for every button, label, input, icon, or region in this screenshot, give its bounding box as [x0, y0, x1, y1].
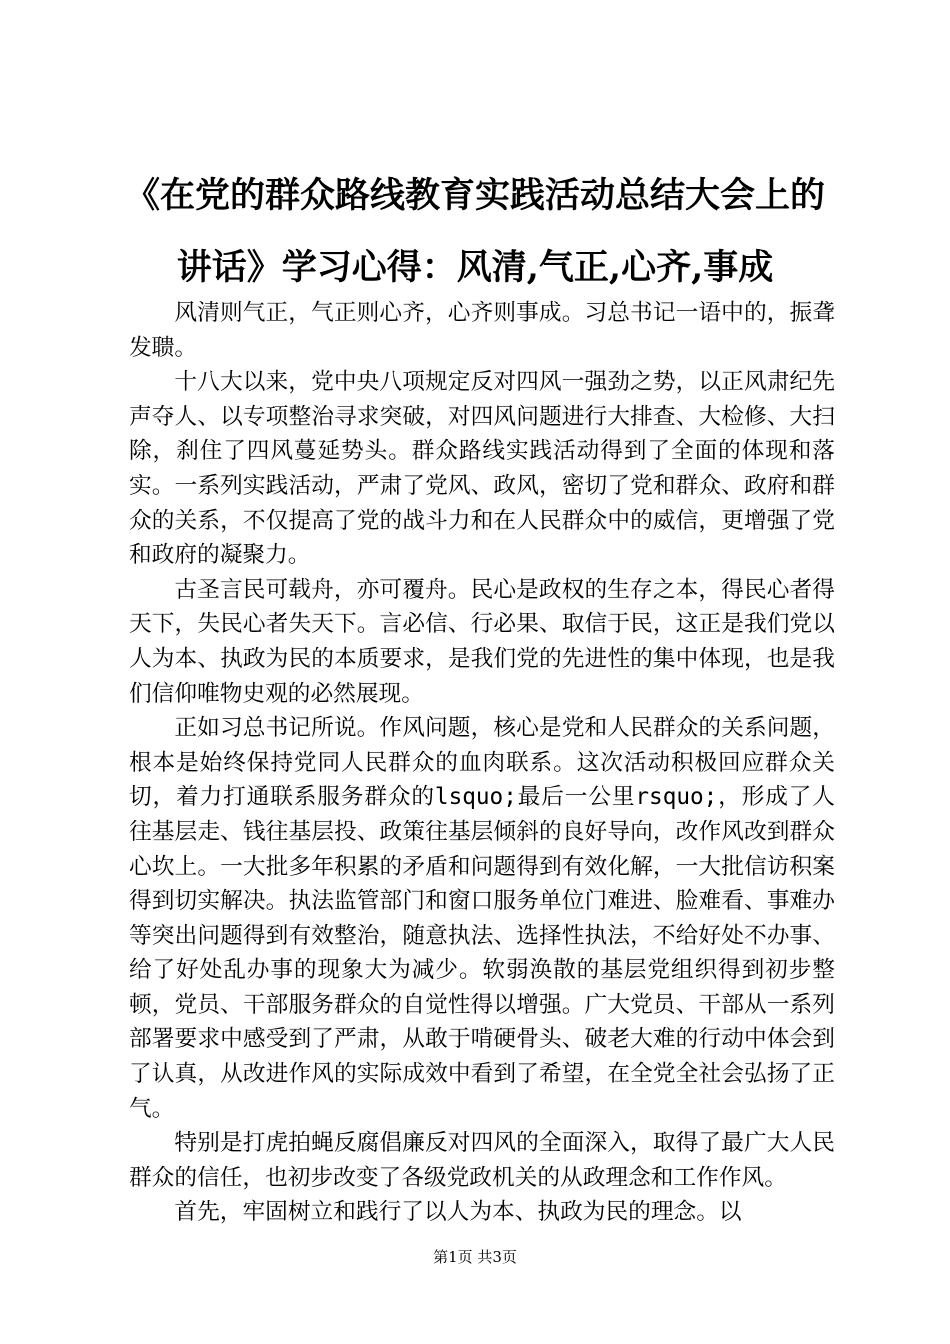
paragraph: 首先，牢固树立和践行了以人为本、执政为民的理念。以 [174, 1199, 742, 1226]
page-footer: 第1页 共3页 [433, 1248, 517, 1266]
paragraph: 特别是打虎拍蝇反腐倡廉反对四风的全面深入，取得了最广大人民群众的信任，也初步改变了各级党政机关的从政理念和工作作风。 [129, 1130, 835, 1191]
document-title: 《在党的群众路线教育实践活动总结大会上的讲话》学习心得：风清,气正,心齐,事成 [124, 175, 825, 288]
paragraph: 风清则气正，气正则心齐，心齐则事成。习总书记一语中的，振聋发聩。 [129, 300, 835, 361]
document-body [129, 296, 835, 1230]
paragraph: 正如习总书记所说。作风问题，核心是党和人民群众的关系问题，根本是始终保持党同人民群众的血肉联系。这次活动积极回应群众关切，着力打通联系服务群众的lsquo;最后一公里rsquo;，形成了人往基层走、钱往基层投、政策往基层倾斜的良好导向，改作风改到群众心坎上。一大批多年积累的矛盾和问题得到有效化解，一大批信访积案得到切实解决。执法监管部门和窗口服务单位门难进、脸难看、事难办等突出问题得到有效整治，随意执法、选择性执法，不给好处不办事、给了好处乱办事的现象大为减少。软弱涣散的基层党组织得到初步整顿，党员、干部服务群众的自觉性得以增强。广大党员、干部从一系列部署要求中感受到了严肃，从敢于啃硬骨头、破老大难的行动中体会到了认真，从改进作风的实际成效中看到了希望，在全党全社会弘扬了正气。 [129, 715, 835, 1122]
paragraph: 古圣言民可载舟，亦可覆舟。民心是政权的生存之本，得民心者得天下，失民心者失天下。言必信、行必果、取信于民，这正是我们党以人为本、执政为民的本质要求，是我们党的先进性的集中体现，也是我们信仰唯物史观的必然展现。 [129, 576, 835, 707]
paragraph: 十八大以来，党中央八项规定反对四风一强劲之势，以正风肃纪先声夺人、以专项整治寻求突破，对四风问题进行大排查、大检修、大扫除，刹住了四风蔓延势头。群众路线实践活动得到了全面的体现和落实。一系列实践活动，严肃了党风、政风，密切了党和群众、政府和群众的关系，不仅提高了党的战斗力和在人民群众中的威信，更增强了党和政府的凝聚力。 [129, 369, 835, 569]
